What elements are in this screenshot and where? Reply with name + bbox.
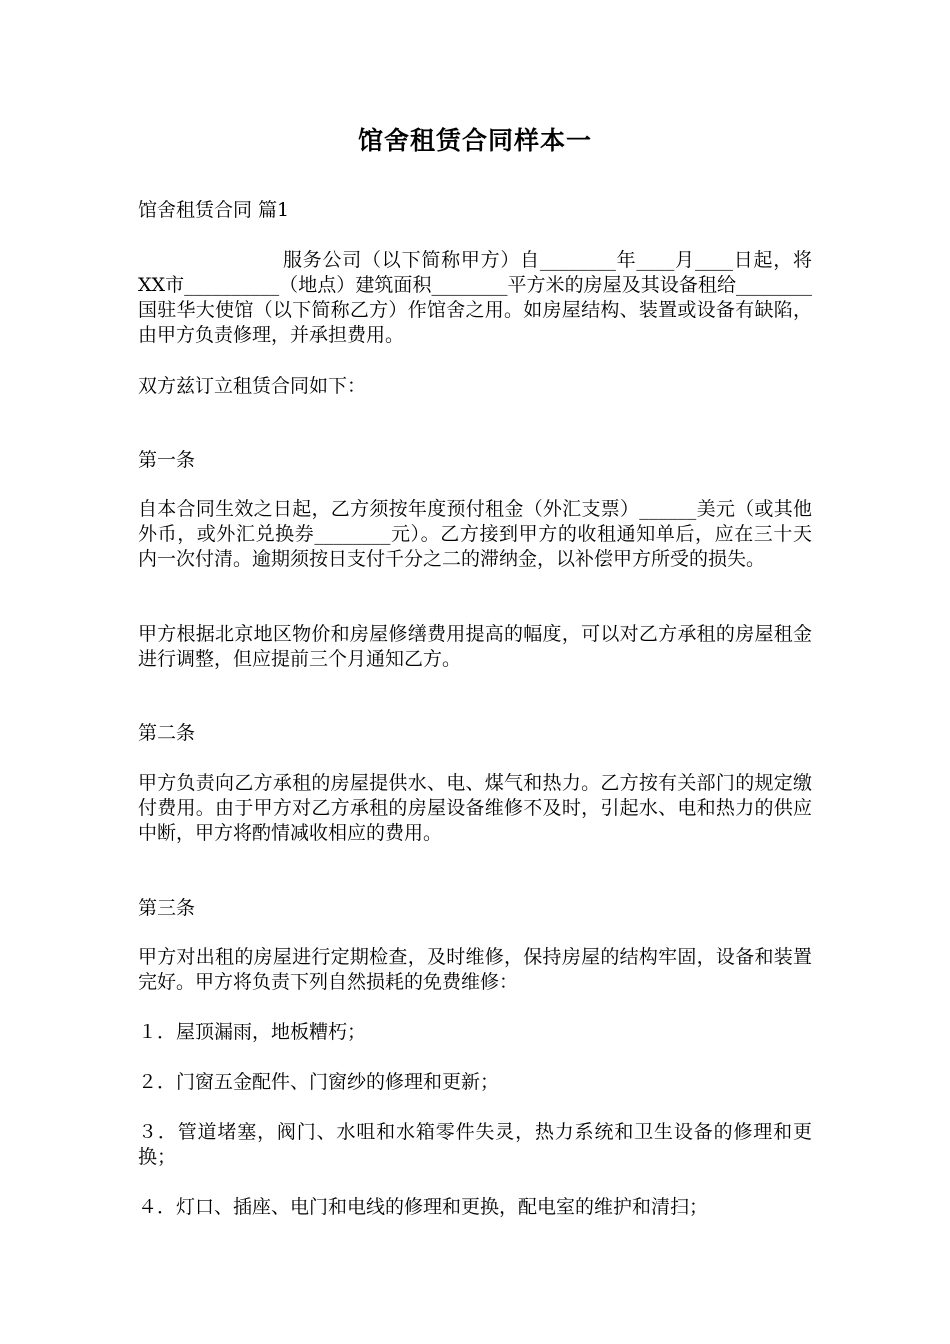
article-2-paragraph-1: 甲方负责向乙方承租的房屋提供水、电、煤气和热力。乙方按有关部门的规定缴付费用。由于甲方对乙方承租的房屋设备维修不及时，引起水、电和热力的供应中断，甲方将酌情减收相应的费用。 bbox=[138, 772, 812, 844]
article-3-list-item-4: ４．灯口、插座、电门和电线的修理和更换，配电室的维护和清扫； bbox=[138, 1196, 709, 1218]
agreement-line: 双方兹订立租赁合同如下： bbox=[138, 375, 367, 397]
article-1-paragraph-2: 甲方根据北京地区物价和房屋修缮费用提高的幅度，可以对乙方承租的房屋租金进行调整，但应提前三个月通知乙方。 bbox=[138, 623, 812, 670]
intro-paragraph: 服务公司（以下简称甲方）自________年____月____日起，将XX市__________（地点）建筑面积________平方米的房屋及其设备租给________国驻华大使馆（以下简称乙方）作馆舍之用。如房屋结构、装置或设备有缺陷，由甲方负责修理，并承担费用。 bbox=[138, 249, 812, 346]
article-3-list-item-3: ３．管道堵塞，阀门、水咀和水箱零件失灵，热力系统和卫生设备的修理和更换； bbox=[138, 1121, 812, 1168]
contract-subtitle: 馆舍租赁合同 篇1 bbox=[138, 199, 290, 221]
article-1-heading: 第一条 bbox=[138, 449, 196, 471]
article-2-heading: 第二条 bbox=[138, 722, 196, 744]
article-3-heading: 第三条 bbox=[138, 897, 196, 919]
document-title: 馆舍租赁合同样本一 bbox=[357, 125, 592, 155]
article-1-paragraph-1: 自本合同生效之日起，乙方须按年度预付租金（外汇支票）______美元（或其他外币，或外汇兑换券________元）。乙方接到甲方的收租通知单后，应在三十天内一次付清。逾期须按日支付千分之二的滞纳金，以补偿甲方所受的损失。 bbox=[138, 498, 812, 570]
article-3-list-item-1: １．屋顶漏雨，地板糟朽； bbox=[138, 1021, 367, 1043]
article-3-paragraph-1: 甲方对出租的房屋进行定期检查，及时维修，保持房屋的结构牢固，设备和装置完好。甲方将负责下列自然损耗的免费维修： bbox=[138, 946, 812, 993]
article-3-list-item-2: ２．门窗五金配件、门窗纱的修理和更新； bbox=[138, 1071, 500, 1093]
